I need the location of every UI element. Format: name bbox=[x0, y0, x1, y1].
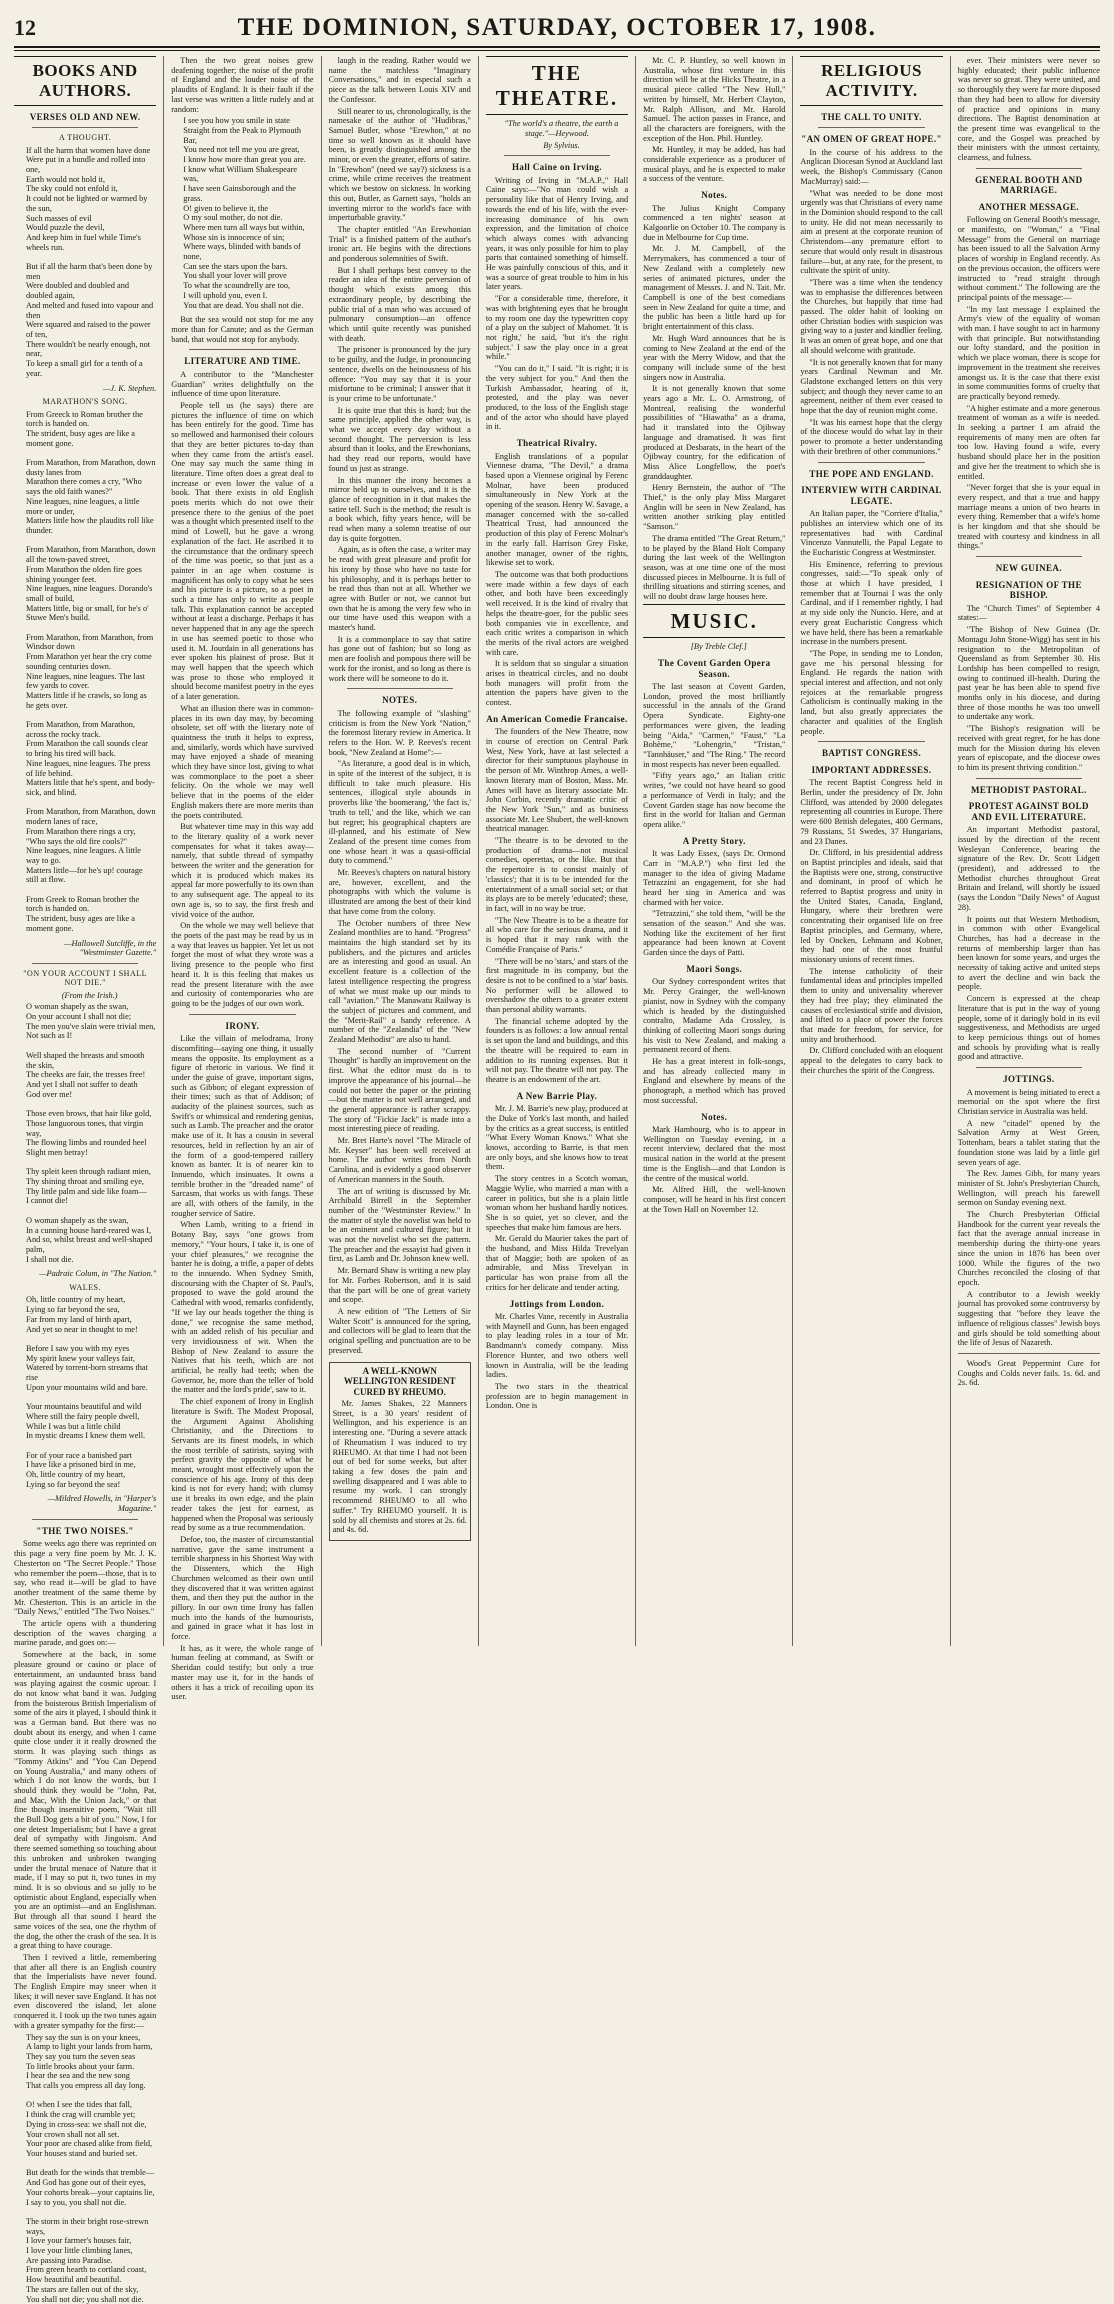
article-paragraph: Dr. Clifford concluded with an eloquent appeal to the delegates to carry back to their churches the spirit of the Congress. bbox=[800, 1046, 943, 1075]
article-paragraph: "The Bishop of New Guinea (Dr. Montagu John Stone-Wigg) has sent in his resignation to the Metropolitan of Queensland as from September 30. His Lordship has been compelled to resign, owing to continued ill-health. During the past year he has been able to spend five months only in his diocese, and during three of those months he was too unwell to undertake any work. bbox=[957, 625, 1100, 722]
article-subtitle-booth: ANOTHER MESSAGE. bbox=[978, 201, 1080, 212]
article-title-comedie: An American Comedie Francaise. bbox=[486, 713, 628, 724]
article-paragraph: It was Lady Essex, (says Dr. Ormond Carr in "M.A.P.") who first led the manager to the idea of giving Madame Tetrazzini an engagement, for she had heard her sing in America and was charmed with her voice. bbox=[643, 849, 786, 907]
article-paragraph: The art of writing is discussed by Mr. Archibald Birrell in the September number of the "Westminster Review." In the matter of style the novelist was held to be an eminent and cultured figure; but it was not the novelist who set the pattern. The preacher and the essayist had given it first, as Lamb and Dr. Johnson knew well. bbox=[328, 1186, 471, 1264]
article-paragraph: Mr. Charles Vane, recently in Australia with Maynell and Gunn, has been engaged to play leading roles in a tour of Mr. Bandmann's comedy company. Miss Florence Hunter, and two others well known in Australia, will be the leading ladies. bbox=[485, 1312, 629, 1380]
article-verse: I see you how you smile in state Straight from the Peak to Plymouth Bar, You need not tell me you are great, I know how more than great you are. I know what William Shakespeare was, I have seen Gainsborough and the grass. O! given to believe it, the O my soul mother, do not die. Where men turn all ways but within, Whose sin is innocence of sin; Where ways, blinded with bands of none, Can see the stars upon the bars. You shall your lover will prove To what the scoundrelly are too, I will uphold you, even I. You that are dead. You shall not die. bbox=[183, 116, 306, 310]
article-paragraph: But whatever time may in this way add to the literary quality of a work never compensates for what it takes away—namely, that subtle thread of sympathy between the writer and the generation for which it is produced which makes its appeal far more powerfully to its own than to any subsequent age. The appeal to its own age is, so to say, the first fresh and vivid voice of the author. bbox=[171, 822, 314, 919]
article-paragraph: "What was needed to be done most urgently was that Christians of every name in the Dominion should respond to the call to unity. He did not mean necessarily to aim at present at the corporate reunion of Christendom—any premature effort to secure that would only result in disastrous failure—but, at any rate, for the present, to cultivate the spirit of unity. bbox=[800, 188, 943, 276]
poem-thought: If all the harm that women have done Were put in a bundle and rolled into one, Earth would not hold it, The sky could not enfold it, It could not be lighted or warmed by the sun, Such masses of evil Would puzzle the devil, And keep him in fuel while Time's wheels run. But if all the harm that's been done by men Were doubled and doubled and doubled again, And melted and fused into vapour and then Were squared and raised to the power of ten, There wouldn't be nearly enough, not near, To keep a small girl for a tenth of a year. bbox=[26, 145, 154, 378]
column-books-and-authors bbox=[14, 56, 163, 2304]
article-paragraph: Mr. J. M. Barrie's new play, produced at the Duke of York's last month, and hailed by the critics as a great success, is entitled "What Every Woman Knows." What she knows, according to Barrie, is that men are only boys, and she knows how to treat them. bbox=[485, 1104, 629, 1172]
divider bbox=[189, 349, 295, 350]
divider bbox=[976, 556, 1082, 557]
article-paragraph: In this manner the irony becomes a mirror held up to ourselves, and it is the glance of recognition in it that makes the satire tell. Such is the method; the result is a book which, fifty years hence, will be read when many a solemn treatise of our day is quite forgotten. bbox=[328, 475, 471, 543]
poem-title-irish: "ON YOUR ACCOUNT I SHALL NOT DIE." bbox=[23, 968, 147, 988]
advertisement-body: Mr. James Shakes, 22 Manners Street, is a 30 years' resident of Wellington, and his experience is an interesting one. "During a severe attack of Rheumatism I was induced to try RHEUMO. At that time I had not been out of bed for some weeks, but after taking a few doses the pain and swelling disappeared and I was able to resume my work. I can strongly recommend RHEUMO to all who suffer." Try RHEUMO yourself. It is sold by all chemists and stores at 2s. 6d. and 4s. 6d. bbox=[332, 1399, 467, 1535]
article-paragraph: ever. Their ministers were never so highly educated; their public influence was never so great. They were united, and so thoroughly they were far more disposed than they had been to allow for diversity of practice and opinions in many directions. The Baptist denomination at the present time was evangelical to the core, and the Gospel was preached by their ministers with the utmost certainty, clearness, and fulness. bbox=[957, 56, 1100, 163]
article-paragraph: The "Church Times" of September 4 states:— bbox=[957, 603, 1100, 623]
poem-title-wales: WALES. bbox=[69, 1283, 101, 1293]
article-paragraph: The article opens with a thundering description of the waves charging a marine parade, and goes on:— bbox=[14, 1619, 157, 1648]
article-paragraph: A new "citadel" opened by the Salvation Army at West Green, Tottenham, bears a tablet stating that the foundation stone was laid by a little girl seven years of age. bbox=[957, 1118, 1100, 1167]
divider bbox=[818, 462, 924, 463]
article-paragraph: The following example of "slashing" criticism is from the New York "Nation," the foremost literary review in America. It refers to the Hon. W. P. Reeves's recent book, "New Zealand at Home":— bbox=[328, 708, 471, 757]
article-paragraph: It is a commonplace to say that satire has gone out of fashion; but so long as men are foolish and pompous there will be work for the ironist, and so long as there is work there will be someone to do it. bbox=[328, 634, 471, 683]
divider bbox=[32, 1519, 138, 1520]
article-paragraph: Mr. Huntley, it may be added, has had considerable experience as a producer of musical plays, and he is expected to make a success of the venture. bbox=[643, 145, 786, 184]
article-title-new-guinea: NEW GUINEA. bbox=[995, 563, 1062, 574]
poem-author-irish: —Padraic Colum, in "The Nation." bbox=[39, 1269, 157, 1279]
article-paragraph: The intense catholicity of their fundamental ideas and principles impelled them to unity and universality wherever they had free play; they eliminated the causes of ecclesiastical strife and division, and lifted to a place of power the forces that made for freedom, for service, for unity and brotherhood. bbox=[800, 966, 943, 1044]
article-paragraph: The chief exponent of Irony in English literature is Swift. The Modest Proposal, the Argument Against Abolishing Christianity, and the Directions to Servants are its finest models, in which the most terrible of satirists, saying with perfect gravity the opposite of what he meant, wrought most effectively upon the conscience of his age. Irony of this deep kind is not for every hand; with clumsy use it breaks its own edge, and the plain reader takes the jest for earnest, as happened when the Proposal was seriously read by some as a true recommendation. bbox=[171, 1397, 314, 1533]
article-paragraph: Then I revived a little, remembering that after all there is an English country that the Imperialists have never found. The English Empire may sneer when it likes; it will never save England. It has not even discovered the island, let alone conquered it. I took up the two tunes again with a greater sympathy for the first:— bbox=[14, 1952, 157, 2030]
article-paragraph: Mr. Bret Harte's novel "The Miracle of Mr. Keyser" has been well received at home. The author writes from North Carolina, and is evidently a good observer of American manners in the South. bbox=[328, 1136, 471, 1184]
poem-source-irish: (From the Irish.) bbox=[61, 990, 118, 1000]
divider bbox=[189, 1014, 295, 1015]
article-paragraph: The financial scheme adopted by the founders is as follows: a low annual rental is set upon the land and buildings, and this the theatre will be required to earn in addition to its running expenses. But it will not pay. The theatre will not pay. The theatre is an endowment of the art. bbox=[485, 1016, 629, 1084]
article-paragraph: The founders of the New Theatre, now in course of erection on Central Park West, New York, have at last selected a director for their sumptuous playhouse in the person of Mr. Winthrop Ames, a well-known literary man of Boston, Mass. Mr. Ames will have as literary associate Mr. John Corbin, recently dramatic critic of the New York "Sun," and as business associate Mr. Lee Shubert, the well-known theatrical manager. bbox=[485, 727, 629, 834]
article-paragraph: Mr. Reeves's chapters on natural history are, however, excellent, and the photographs with which the volume is illustrated are among the best of their kind that have come from the colony. bbox=[328, 868, 471, 916]
column-theatre bbox=[478, 56, 635, 1646]
article-title-two-noises: "THE TWO NOISES." bbox=[36, 1525, 134, 1536]
article-title-london: Jottings from London. bbox=[509, 1298, 605, 1309]
article-paragraph: An Italian paper, the "Corriere d'Italia," publishes an interview which one of its representatives had with Cardinal Vincenzo Vannutelli, the Papal Legate to the Eucharistic Congress at Westminster. bbox=[800, 509, 943, 557]
divider bbox=[504, 155, 610, 156]
article-paragraph: A contributor to the "Manchester Guardian" writes delightfully on the influence of time upon literature. bbox=[171, 369, 314, 399]
article-paragraph: He has a great interest in folk-songs, and has already collected many in England and elsewhere by means of the phonograph, a method which has proved most successful. bbox=[643, 1057, 786, 1105]
divider bbox=[976, 168, 1082, 169]
article-paragraph: Concern is expressed at the cheap literature that is put in the way of young people, some of it daringly bold in its evil suggestiveness, and Methodists are urged to keep pernicious things out of homes and schools by providing what is really good and attractive. bbox=[957, 994, 1100, 1062]
article-paragraph: "There will be no 'stars,' and stars of the first magnitude in its company, but the desire is not to be confined to a 'star' basis. No performer will be allowed to overshadow the others to a greater extent than personal ability warrants. bbox=[485, 956, 629, 1015]
article-paragraph: "The Bishop's resignation will be received with great regret, for he has done much for the Mission during his eleven years of episcopate, and the diocese owes to him its present thriving condition." bbox=[957, 724, 1100, 772]
section-title-theatre: THE THEATRE. bbox=[486, 56, 628, 115]
article-paragraph: Still nearer to us, chronologically, is the namesake of the author of "Hudibras," Samuel Butler, whose "Erewhon," at no time so well known as it should have been, is greatly distinguished among the minor, or even the greater, efforts of satire. In "Erewhon" (need we say?) sickness is a crime, while crime receives the treatment which we bestow on sickness. In working this out, Butler, as Garnett says, "holds an inverting mirror to the world's face with imperturbable gravity." bbox=[328, 106, 471, 223]
article-paragraph: The October numbers of three New Zealand monthlies are to hand. "Progress" maintains the high standard set by its publishers, and the pictures and articles are as interesting and good as usual. An excellent feature is a collection of the latest intelligence respecting the progress of what we must make up our minds to call "aviation." The Manawatu Railway is the subject of pictures and comment, and the "Merit-Rail" a handy reference. A number of the "Zealandia" of the "New Zealand Methodist" are also to hand. bbox=[328, 918, 471, 1045]
article-paragraph: On the whole we may well believe that the poets of the past may be read by us in a way that leaves us happier. Yet let us not forget the most of what they wrote was a living presence to the people who first heard it. It is this feeling that makes us read the present literature with the awe and curiosity of contemporaries who are going to be the judges of our own work. bbox=[171, 921, 314, 1008]
poem-title-marathon: MARATHON'S SONG. bbox=[42, 397, 128, 407]
divider bbox=[818, 741, 924, 742]
article-title-booth: GENERAL BOOTH AND MARRIAGE. bbox=[975, 174, 1083, 196]
article-paragraph: The drama entitled "The Great Return," to be played by the Bland Holt Company during the last week of the Wellington season, was at one time one of the most discussed pieces in Melbourne. It is full of thrilling situations and stirring scenes, and will no doubt draw large houses here. bbox=[643, 533, 786, 602]
article-paragraph: Then the two great noises grew deafening together; the noise of the profit of England and the louder noise of the plaudits of England. It is their fault if the last verse was written a little rudely and at random: bbox=[171, 56, 314, 114]
column-religious bbox=[792, 56, 949, 1646]
article-paragraph: Our Sydney correspondent writes that Mr. Percy Grainger, the well-known pianist, now in Sydney with the company which is headed by the distinguished contralto, Madame Ada Crossley, is thinking of collecting Maori songs during his visit to New Zealand, and making a permanent record of them. bbox=[643, 977, 786, 1055]
article-paragraph: "The New Theatre is to be a theatre for all who care for the serious drama, and it is hoped that it may rank with the Comédie Française of Paris." bbox=[485, 915, 629, 954]
article-title-barrie: A New Barrie Play. bbox=[516, 1090, 598, 1101]
poem-marathon: From Greeck to Roman brother the torch is handed on. The strident, busy ages are like a moment gone. From Marathon, from Marathon, down dusty lanes from Marathon there comes a cry, "Who says the old faith wanes?" Nine leagues, nine leagues, a little more or under, Matters little how the plaudits roll like thunder. From Marathon, from Marathon, down all the town-paved street, From Marathon the olden fire goes shining younger feet. Nine leagues, nine leagues. Dorando's small of build, Matters little, big or small, for he's o' Stuwe Men's build. From Marathon, from Marathon, from Windsor down From Marathon yet hear the cry come sounding centuries down. Nine leagues, nine leagues. The last few yards to cover. Matters little if he crawls, so long as he gets over. From Marathon, from Marathon, across the rocky track. From Marathon the call sounds clear to bring his tired will back. Nine leagues, nine leagues. The press of life behind. Matters little that he's spent, and body-sick, and blind. From Marathon, from Marathon, down modern lanes of race, From Marathon there rings a cry, "Who says the old fire cools?" Nine leagues, nine leagues. A little way to go. Matters little—for he's up! courage still at flow. From Greek to Roman brother the torch is handed on. The strident, busy ages are like a moment gone. bbox=[26, 409, 156, 933]
verses-heading: VERSES OLD AND NEW. bbox=[29, 111, 141, 122]
article-subtitle-new-guinea: RESIGNATION OF THE BISHOP. bbox=[975, 579, 1082, 601]
article-paragraph: The Church Presbyterian Official Handbook for the current year reveals the fact that the average annual increase in membership during the thirty-one years since the union in 1876 has been over 1000. While the figures of the two Churches reconciled the closing of that epoch. bbox=[957, 1210, 1100, 1287]
article-paragraph: "The theatre is to be devoted to the production of drama—not musical comedies, operettas, or the like. But that the repertoire is to consist mainly of 'classics'; that it is to be intended for the entertainment of a small social set; or that its plays are to be merely 'educated'; these, in fact, will in no way be true. bbox=[485, 836, 629, 913]
poem-author-marathon: —Hallowell Sutcliffe, in the "Westminster Gazette." bbox=[64, 938, 157, 958]
article-paragraph: But the sea would not stop for me any more than for Canute; and as the German band, that would not stop for anybody. bbox=[171, 315, 314, 344]
article-paragraph: A contributor to a Jewish weekly journal has provoked some controversy by suggesting that "before they leave the influence of religious classes" Jewish boys and girls should be told something about the life of Jesus of Nazareth. bbox=[957, 1289, 1100, 1348]
article-paragraph: In the course of his address to the Anglican Diocesan Synod at Auckland last week, the Bishop's Commissary (Canon MacMurray) said:— bbox=[800, 147, 943, 186]
article-title-irony: IRONY. bbox=[225, 1020, 260, 1031]
article-title-notes: NOTES. bbox=[382, 695, 418, 706]
article-paragraph: The story centres in a Scotch woman, Maggie Wylie, who married a man with a career in politics, but she is a plain little woman whom her husband hardly notices. She is so quiet, yet so clever, and the speeches that make him famous are hers. bbox=[485, 1174, 629, 1232]
article-paragraph: It has, as it were, the whole range of human feeling at command, as Swift or Sheridan could testify; but only a true master may use it, for in the hands of others it has a trick of recoiling upon its user. bbox=[171, 1643, 314, 1702]
article-title-pastoral: METHODIST PASTORAL. bbox=[971, 784, 1087, 795]
article-paragraph: His Eminence, referring to previous congresses, said:—"To speak only of those at which I have presided, I remember that at Tournai I was the only Cardinal, and if I remember rightly, I had at my side only the Nuncio. Here, and at every great Eucharistic Congress which we have held, there has been a remarkable increase in the numbers present. bbox=[800, 559, 943, 647]
article-paragraph: Mr. Bernard Shaw is writing a new play for Mr. Forbes Robertson, and it is said that the part will be one of great variety and scope. bbox=[328, 1266, 471, 1305]
article-paragraph: Again, as is often the case, a writer may be read with great pleasure and profit for his irony by those who have no taste for his philosophy, and it is perhaps better to be read thus than not at all. Whether we agree with Butler or not, we cannot but own that he is among the very few who in our time have used this weapon with a master's hand. bbox=[328, 545, 471, 633]
article-paragraph: Henry Bernstein, the author of "The Thief," is the only play Miss Margaret Anglin will be seen in New Zealand, has written another striking play entitled "Samson." bbox=[643, 483, 786, 532]
article-paragraph: Mr. Gerald du Maurier takes the part of the husband, and Miss Hilda Trevelyan that of Maggie; both are spoken of as admirable, and Miss Trevelyan in particular has won praise from all the critics for her delicate and tender acting. bbox=[485, 1234, 629, 1292]
column-religious-continued bbox=[950, 56, 1100, 1646]
masthead bbox=[14, 10, 1100, 48]
article-paragraph: "You can do it," I said. "It is right; it is the very subject for you." And then the Turkish Ambassador, hearing of it, protested, and the play was never produced, to the loss of the English stage and of the actor who should have played in it. bbox=[485, 364, 629, 432]
article-paragraph: But I shall perhaps best convey to the reader an idea of the entire perversion of thought which exists among this extraordinary people, by describing the public trial of a man who was accused of pulmonary consumption—an offence which until quite recently was punished with death. bbox=[328, 265, 471, 343]
article-title-music-notes: Notes. bbox=[701, 1111, 728, 1122]
article-paragraph: Dr. Clifford, in his presidential address on Baptist principles and ideals, said that the Baptists were one, strong, constructive and dominant, in proof of which he referred to Baptist progress and unity in the United States, Canada, England, Hungary, where their brethren were concentrating their organised life on free Baptist principles, and Germany, where, led by Oncken, Lehmann and Kobner, they had one of the most fruitful missionary unions of recent times. bbox=[800, 848, 943, 964]
article-title-jottings: JOTTINGS. bbox=[1003, 1074, 1055, 1085]
article-title-covent-garden: The Covent Garden Opera Season. bbox=[658, 658, 771, 679]
article-paragraph: "As literature, a good deal is in which, in spite of the interest of the subject, it is difficult to take much pleasure. His sentences, illogical style abounds in proverbs like 'the boomerang,' 'the fact is,' 'truth to tell,' and the like, which we can but regret; his geographical chapters are ill-planned, and his estimate of New Zealand of the present time comes from one whose heart it was a quasi-official duty to commend." bbox=[328, 759, 471, 866]
divider bbox=[976, 1067, 1082, 1068]
article-paragraph: The second number of "Current Thought" is hardly an improvement on the first. What the editor must do is to improve the appearance of his journal—he could not better the paper or the printing—but the matter is not well arranged, and the general appearance is rather scrappy. The story of "Fickie Jack" is made into a most interesting piece of reading. bbox=[328, 1046, 471, 1134]
newspaper-title: THE DOMINION, SATURDAY, OCTOBER 17, 1908. bbox=[237, 14, 877, 41]
column-theatre-music bbox=[635, 56, 792, 1646]
article-paragraph: "In my last message I explained the Army's view of the equality of woman with man. I have sought to act in harmony with that principle. But notwithstanding our lofty standard, and the position in which we place woman, there is scope for improvement in the treatment she receives amongst us. It is the case that there exist in some communities forms of cruelty that are practically beyond remedy. bbox=[957, 304, 1100, 401]
article-paragraph: The two stars in the theatrical profession are to begin management in London. One is bbox=[485, 1381, 629, 1411]
article-title-literature-time: LITERATURE AND TIME. bbox=[184, 356, 301, 367]
advertisement-title: A WELL-KNOWN WELLINGTON RESIDENT CURED BY RHEUMO. bbox=[343, 1365, 456, 1397]
article-paragraph: Defoe, too, the master of circumstantial narrative, gave the same instrument a terrible sharpness in his Shortest Way with the Dissenters, which the High Churchmen welcomed as their own until they discovered that it was written against them, and then they put the author in the pillory. In our own time Irony has fallen much into the hands of the humourists, and gained in grace what it has lost in force. bbox=[171, 1534, 314, 1642]
columns bbox=[14, 56, 1100, 2304]
section-title-religious: RELIGIOUS ACTIVITY. bbox=[800, 56, 942, 106]
article-paragraph: An important Methodist pastoral, issued by the direction of the recent Wesleyan Conference, bearing the signature of the Rev. Dr. Scott Lidgett (president), and addressed to the Methodist churches throughout Great Britain and Ireland, will shortly be issued (says the London "Daily News" of August 28). bbox=[957, 825, 1100, 912]
article-paragraph: The prisoner is pronounced by the jury to be guilty, and the Judge, in pronouncing sentence, dwells on the heinousness of his offence: "You may say that it is your misfortune to be criminal; I answer that it is your crime to be unfortunate." bbox=[328, 345, 471, 403]
article-paragraph: laugh in the reading. Rather would we name the matchless "Imaginary Conversations," and in especial such a piece as the talk between Louis XIV and the Confessor. bbox=[328, 56, 471, 104]
article-paragraph: "It is not generally known that for many years Cardinal Newman and Mr. Gladstone exchanged letters on this very subject; and though they never came to an agreement, neither of them ever ceased to hope that the day of reunion might come. bbox=[800, 357, 943, 416]
article-paragraph: Mr. Alfred Hill, the well-known composer, will be heard in his first concert at the Town Hall on November 12. bbox=[643, 1185, 786, 1214]
page-number: 12 bbox=[14, 15, 36, 40]
article-paragraph: It is quite true that this is hard; but the same principle, applied the other way, is what we accept every day without a second thought. The perversion is less absurd than it looks, and the Erewhonians, had they read our reports, would have found us just as strange. bbox=[328, 405, 471, 473]
article-paragraph: The Rev. James Gibb, for many years minister of St. John's Presbyterian Church, Wellington, will preach his farewell sermon on Sunday evening next. bbox=[957, 1169, 1100, 1208]
article-title-rivalry: Theatrical Rivalry. bbox=[516, 438, 598, 449]
article-title-pope: THE POPE AND ENGLAND. bbox=[809, 468, 934, 479]
article-paragraph: Somewhere at the back, in some pleasure ground or casino or place of entertainment, an undaunted brass band was playing against the cosmic uproar. I do not know what band it was. Judging from the boisterous British Imperialism of some of the airs it played, I should think it was a German band. But there was no doubt about its energy, and when I came quite close under it it really drowned the storm. It was playing such things as "Tommy Atkins" and "You Can Depend on Young Australia," and many others of which I do not know the words, but I should think they would be "John, Pat, and Mac, With the Union Jack," or that fine though insensitive poem, "Wait till the Bull Dog gets a bit of you." Now, I for one detest Imperialism; but I have a great deal of sympathy with Jingoism. And there seemed something so touching about this unbroken and unbroken twanging under the brutal menace of Nature that it made, if I may so put it, two tunes in my mind. It is so obvious and so jolly to be optimistic about England, especially when you are an optimist—and an Englishman. But through all that sound I heard the same voices of the sea, one the rhythm of the dog, the other the crash of the sea. It is a great thing to have courage. bbox=[14, 1650, 157, 1951]
article-subtitle-pope: INTERVIEW WITH CARDINAL LEGATE. bbox=[801, 485, 942, 506]
article-paragraph: The last season at Covent Garden, London, proved the most brilliantly successful in the annals of the Grand Opera Syndicate. Eighty-one performances were given, the leading being "Aida," "Carmen," "Faust," "La Bohème," "Lohengrin," "Tristan," "Tannhäuser," and "The Ring." The record in most respects has never been equalled. bbox=[643, 682, 786, 769]
article-title-maori-songs: Maori Songs. bbox=[686, 963, 743, 974]
section-title-music: MUSIC. bbox=[643, 604, 785, 639]
article-paragraph: English translations of a popular Viennese drama, "The Devil," a drama based upon a Viennese original by Ferenc Molnar, have been produced simultaneously in New York at the opening of the season. Henry W. Savage, a manager concerned with the so-called Theatrical Trust, had announced the production of this play of Ferenc Molnar's in the early fall. Harrison Grey Fiske, another manager, owner of the rights, likewise set to work. bbox=[485, 451, 629, 568]
poem-wales: Oh, little country of my heart, Lying so far beyond the sea, Far from my land of birth apart, And yet so near in thought to me! Before I saw you with my eyes My spirit knew your valleys fair, Watered by torrent-born streams that rise Upon your mountains wild and bare. Your mountains beautiful and wild Where still the fairy people dwell, While I was but a little child In mystic dreams I knew them well. For of your race a banished part I have like a prisoned bird in me, Oh, little country of my heart, Lying so far beyond the sea! bbox=[26, 1295, 148, 1489]
divider bbox=[976, 778, 1082, 779]
article-title-baptist: BAPTIST CONGRESS. bbox=[821, 748, 922, 759]
divider bbox=[32, 127, 138, 128]
article-paragraph: The chapter entitled "An Erewhonian Trial" is a finished pattern of the author's ironic art. He begins with the directions and ponderous solemnities of Swift. bbox=[328, 224, 471, 264]
article-paragraph: The recent Baptist Congress held in Berlin, under the presidency of Dr. John Clifford, was attended by 2000 delegates representing all countries in Europe. There were 600 British delegates, 400 Germans, 79 Russians, 51 Swedes, 37 Hungarians, and 23 Danes. bbox=[800, 778, 943, 846]
article-paragraph: "For a considerable time, therefore, it was with brightening eyes that he brought to my room one day the typewritten copy of a play on the subject of Mahomet. 'It is not right,' he said, 'but it's the right subject.' I saw the play once in a great while." bbox=[485, 294, 629, 362]
article-paragraph: A new edition of "The Letters of Sir Walter Scott" is announced for the spring, and collectors will be glad to learn that the original spelling and punctuation are to be preserved. bbox=[328, 1307, 471, 1355]
article-title-omen: "AN OMEN OF GREAT HOPE." bbox=[801, 134, 942, 145]
article-paragraph: What an illusion there was in common-places in its own day may, by becoming obsolete, set off with the literary note of quaintness the truth it helps to express, and, similarly, words which have survived may have enjoyed a shade of meaning which they have since lost, giving to what was commonplace to the poet a sheer felicity. On the whole we may well believe that in the poems of the elder English makers there are more merits than the poets contributed. bbox=[171, 703, 314, 820]
article-paragraph: Writing of Irving in "M.A.P.," Hall Caine says:—"No man could wish a personality like that of Henry Irving, and towards the end of his life, with the ever-increasing dominance of his own expression, and the limitation of choice which always comes with advancing years, it was only possible for him to play parts that contained something of himself. He was painfully conscious of this, and it was a source of great trouble to him in his later years. bbox=[485, 175, 629, 292]
section-epigraph: "The world's a theatre, the earth a stage."—Heywood. bbox=[504, 119, 619, 138]
divider bbox=[32, 963, 138, 964]
article-paragraph: When Lamb, writing to a friend in Botany Bay, says "one grows from memory," "Your hours, I take it, is one of your chief pleasures," we recognise the banter he is doing, a trifle, a paper of debts to the innuendo. When Sydney Smith, discoursing with the Chapter of St. Paul's, proposed to wave the gold around the Cathedral with wood, remarks confidently, "If we lay our heads together the thing is done," we recognise the same method, with an added relish of his peculiar and very invidiousness of wit. When the Bishop of New Zealand to assure the Natives that his teeth, which are not artificial, he really had teeth; when the Governor, he, more than the teller of 'bold the matter and the lord's pride', saw to it. bbox=[171, 1220, 314, 1395]
column-literature bbox=[163, 56, 320, 1702]
article-paragraph: "Tetrazzini," she told them, "will be the sensation of the season." And she was. Nothing like the excitement of her first appearance had been known at Covent Garden since the days of Patti. bbox=[643, 909, 786, 958]
article-paragraph: Following on General Booth's message, or manifesto, on "Woman," a "Final Message" from the General on marriage has been issued to all the Salvation Army places of worship in England recently. As on the previous occasion, the officers were instructed to "read straight through without comment." The following are the principal points of the message:— bbox=[957, 215, 1100, 302]
article-paragraph: "The Pope, in sending me to London, gave me his personal blessing for England. He regards the nation with special interest and affection, and not only rejoices at the remarkable progress Catholicism is continually making in the land, but also greatly appreciates the character and qualities of the English people. bbox=[800, 648, 943, 736]
divider bbox=[818, 127, 924, 128]
article-paragraph: Some weeks ago there was reprinted on this page a very fine poem by Mr. J. K. Chesterton on "The Secret People." Those who remember the poem—those, that is to say, who read it—will be glad to have another treatment of the same theme by Mr. Chesterton. This is an article in the "Daily News," entitled "The Two Noises." bbox=[14, 1539, 157, 1617]
article-paragraph: It is seldom that so singular a situation arises in theatrical circles, and no doubt both managers will profit from the attention the papers have given to the contest. bbox=[485, 659, 629, 708]
article-title-pretty-story: A Pretty Story. bbox=[682, 835, 746, 846]
article-paragraph: The outcome was that both productions were made within a few days of each other, and both have been exceedingly well received. It is the kind of rivalry that helps the theatre-goer, for the public sees both companies vie in excellence, and each critic writes a comparison in which the merits of the rival actors are weighed with care. bbox=[485, 569, 629, 657]
article-paragraph: A movement is being initiated to erect a memorial on the spot where the first Christian service in Australia was held. bbox=[957, 1087, 1100, 1117]
article-paragraph: Like the villain of melodrama, Irony discomfiting—saying one thing, it usually means the opposite. Its employment as a figure of rhetoric in various. We find it under the guise of grave, important signs, such as Gibbon; of elegant expression of their times; such as that of Addison; of audacity of the plainest sources, such as Swift's or whimsical and rendering genius, such as Lamb. The preacher and the orator make use of it. It has a cousin in several resources, held in reflection by an air of the form of a good-tempered raillery known as banter. It is of nearer kin to Innuendo, which insinuates. It owns a terrible brother in the "dreaded name" of Sarcasm, that works us with fangs. These are all, with others of the family, in the rougher service of Satire. bbox=[171, 1034, 314, 1218]
article-paragraph: The Julius Knight Company commenced a ten nights' season at Kalgoorlie on October 10. The company is due in Melbourne for Cup time. bbox=[643, 203, 786, 242]
advertisement-peppermint-cure: Wood's Great Peppermint Cure for Coughs and Colds never fails. 1s. 6d. and 2s. 6d. bbox=[957, 1358, 1100, 1388]
section-byline: [By Treble Clef.] bbox=[690, 642, 747, 652]
article-title-hall-caine: Hall Caine on Irving. bbox=[512, 162, 602, 173]
article-title-notes: Notes. bbox=[701, 190, 728, 201]
section-title-books: BOOKS AND AUTHORS. bbox=[14, 56, 156, 106]
article-heading-unity: THE CALL TO UNITY. bbox=[821, 111, 922, 122]
section-byline: By Sylvius. bbox=[543, 140, 580, 150]
article-paragraph: Mr. Hugh Ward announces that he is coming to New Zealand at the end of the year with the Merry Widow, and that the company will include some of the best singers now in Australia. bbox=[643, 333, 786, 382]
article-paragraph: "There was a time when the tendency was to emphasise the differences between the Churches, but happily that time had passed. The older habit of looking on other Christian bodies with suspicion was giving way to a juster and kindlier feeling. It was an omen of great hope, and one that all should welcome with gratitude. bbox=[800, 277, 943, 355]
divider bbox=[347, 688, 453, 689]
article-paragraph: Mr. J. M. Campbell, of the Merrymakers, has commenced a tour of New Zealand with a completely new series of animated pictures, under the management of Messrs. J. and N. Tait. Mr. Campbell is one of the best comedians seen in New Zealand for quite a time, and the public has been a little hard up for bright entertainment of this class. bbox=[643, 244, 786, 332]
poem-author-thought: —J. K. Stephen. bbox=[103, 383, 157, 393]
article-paragraph: Mark Hambourg, who is to appear in Wellington on Tuesday evening, in a recent interview, declared that the most musical nation in the world at the present time is the English—and that London is the centre of the musical world. bbox=[643, 1125, 786, 1183]
poem-author-wales: —Mildred Howells, in "Harper's Magazine." bbox=[47, 1494, 157, 1514]
article-paragraph: "A higher estimate and a more generous treatment of woman as a wife is needed. In seeking a partner I am afraid the requirements of many men are often far too low. Having found a wife, every husband should place her in the position and give her the treatment to which she is entitled. bbox=[957, 403, 1100, 481]
masthead-rule bbox=[14, 50, 1100, 51]
article-paragraph: Mr. C. P. Huntley, so well known in Australia, whose first venture in this direction will be at the Hicks Theatre, in a musical piece called "The New Hull," written by himself, Mr. Herbert Clayton, Mr. Ralph Allison, and Mr. Harold Samuel. The action passes in France, and all the characters are foreigners, with the exception of the Hon. Phil. Huntley. bbox=[643, 56, 786, 143]
divider bbox=[958, 1353, 1100, 1354]
article-paragraph: People tell us (he says) there are pictures the influence of time on which has been entirely for the good. Time has so mellowed and harmonised their colours that they are better pictures to-day than when they came from the artist's easel. One may say much the same thing in literature. Time often does a great deal to increase or even lower the value of a book. That there exists in old English poets merits which do not owe their presence there to the genius of the poet was a thought which presented itself to the mind of Lowell, but he gave a wrong explanation of the fact. He ascribed it to the circumstance that the ordinary speech of the time was poetic, so that just as a painter in an age when costume is magnificent has only to copy what he sees and his picture is a picture, so a poet in such a time has only to write as people talk. This explanation cannot be accepted without at least a discharge. Perhaps it has never happened that in any age the speech in use has seemed poetic to those who used it. M. Jourdain in all generations has ever spoken his plainest of prose. But it may well happen that the speech which was prose to those who employed it should become manifest poetry in the eyes of a later generation. bbox=[171, 401, 314, 702]
article-paragraph: "Never forget that she is your equal in every respect, and that a true and happy marriage means a union of two hearts in every thing. Remember that a wife's home is her kingdom and that she should be treated with courtesy and kindness in all things." bbox=[957, 483, 1100, 551]
article-subtitle-pastoral: PROTEST AGAINST BOLD AND EVIL LITERATURE. bbox=[968, 801, 1089, 822]
article-paragraph: It points out that Western Methodism, in common with other Evangelical Churches, has had a decrease in the returns of membership larger than has been known for some years, and urges the necessity of taking active and united steps to avert the decline and win back the people. bbox=[957, 914, 1100, 992]
advertisement-rheumo bbox=[329, 1362, 471, 1541]
poem-title-thought: A THOUGHT. bbox=[59, 133, 112, 143]
article-paragraph: It is not generally known that some years ago a Mr. L. O. Armstrong, of Montreal, realising the wonderful possibilities of "Hiawatha" as a drama, had it translated into the Ojibway language and dramatised. It was first produced at Desbarats, in the heart of the Ojibway country, for the edification of Miss Alice Longfellow, the poet's granddaughter. bbox=[643, 384, 786, 481]
column-irony-notes bbox=[321, 56, 478, 1646]
article-subtitle-baptist: IMPORTANT ADDRESSES. bbox=[811, 764, 932, 775]
poem-irish: O woman shapely as the swan, On your account I shall not die; The men you've slain were trivial men, Not such as I! Well shaped the breasts and smooth the skin, The cheeks are fair, the tresses free! And yet I shall not suffer to death God over me! Those even brows, that hair like gold, Those languorous tones, that virgin way, The flowing limbs and rounded heel Slight men betray! Thy spleit keen through radiant mien, Thy shining throat and smiling eye, Thy little palm and side like foam— I cannot die! O woman shapely as the swan, In a cunning house hard-reared was I, And so, whilst breast and well-shaped palm, I shall not die. bbox=[26, 1002, 156, 1264]
article-verse: They say the sun is on your knees, A lamp to light your lands from harm, They say you turn the seven seas To little brooks about your farm. I hear the sea and the new song That calls you empress all day long. O! when I see the tides that fall, I think the crag will crumble yet; Dying in cross-sea: we shall not die, Your crown shall not all set. Your poor are chased alike from field, Your houses stand and buried set. But death for the winds that tremble— And God has gone out of their eyes, Your cohorts break—your captains lie, I say to you, you shall not die. The storm in their bright rose-strewn ways, I love your farmer's houses fair, I love your little climbing lanes, Are passing into Paradise. From green hearth to cortland coast, How beautiful and beautiful. The stars are fallen out of the sky, You shall not die; you shall not die. bbox=[26, 2032, 155, 2304]
article-paragraph: "It was his earnest hope that the clergy of the diocese would do what lay in their power to promote a better understanding with their brethren of other communions." bbox=[800, 417, 943, 456]
article-paragraph: "Fifty years ago," an Italian critic writes, "we could not have heard so good a performance of Verdi in Italy; and the Covent Garden stage has now become the first in the world for Italian and German opera alike." bbox=[643, 771, 786, 829]
